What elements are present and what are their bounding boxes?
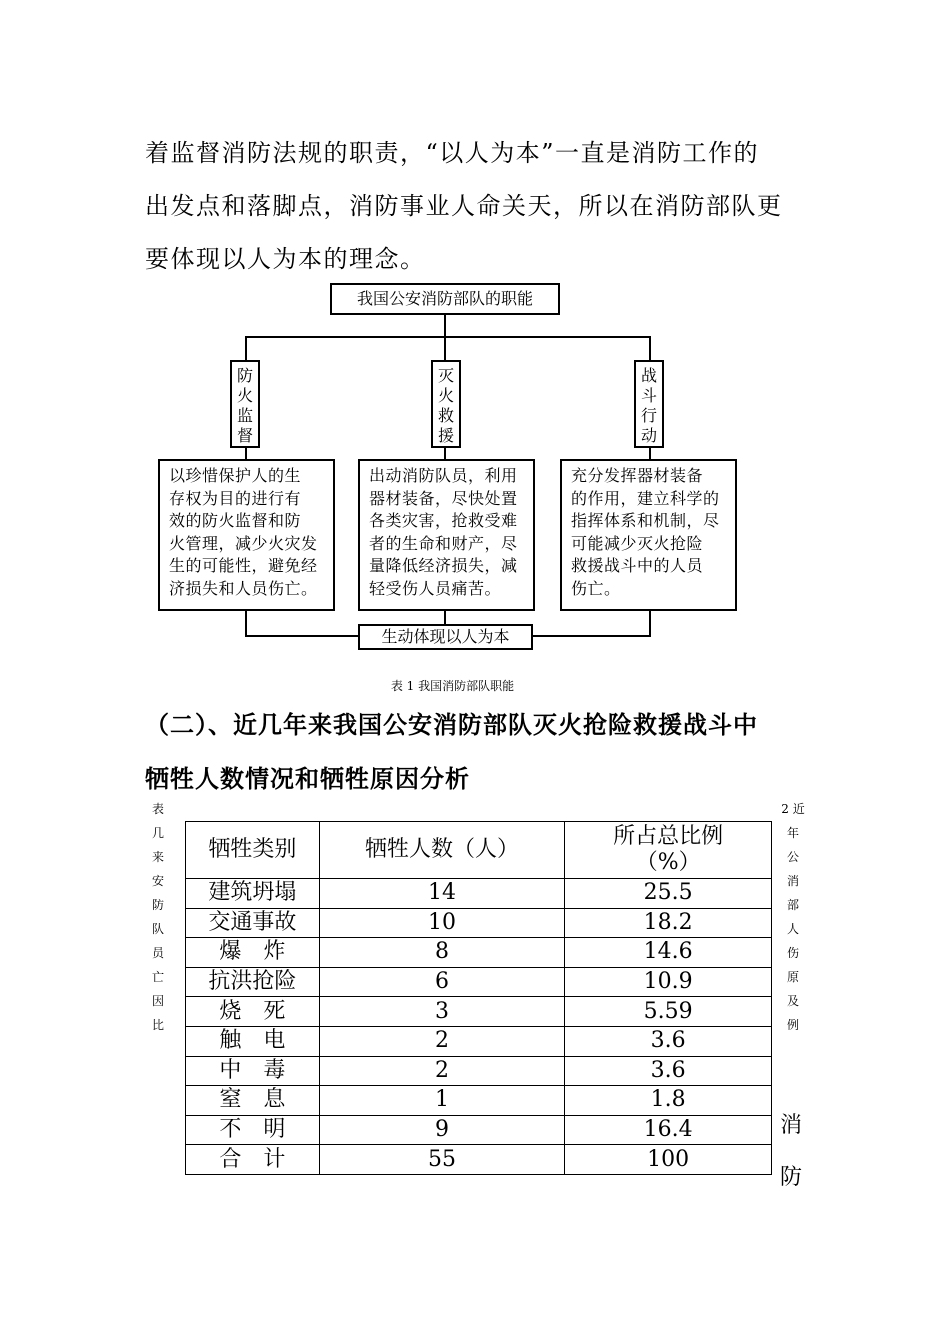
diagram-title-box: 我国公安消防部队的职能 (330, 283, 560, 315)
branch-char: 火 (236, 386, 253, 405)
connector-mid-to-desc (444, 448, 446, 459)
desc-line: 出动消防队员，利用 (369, 466, 518, 485)
table-row (186, 908, 772, 938)
table-row (186, 1056, 772, 1086)
caption-char: 部 (786, 898, 799, 912)
connector-right-to-desc (649, 448, 651, 459)
branch-char: 火 (437, 386, 454, 405)
desc-line: 轻受伤人员痛苦。 (369, 578, 502, 598)
connector-bottom-right (533, 635, 651, 637)
cell-category: 爆 炸 (186, 938, 320, 968)
caption-char: 消 (786, 874, 799, 888)
cell-percent: 25.5 (565, 879, 772, 909)
connector-mid-bottom (444, 611, 446, 624)
desc-line: 器材装备，尽快处置 (369, 488, 518, 508)
branch-char: 监 (236, 406, 253, 425)
table-header-row (186, 822, 772, 879)
diagram-caption: 表 1 我国消防部队职能 (390, 679, 515, 693)
connector-top-horizontal (245, 336, 651, 338)
desc-line: 伤亡。 (571, 578, 621, 598)
cell-percent: 100 (565, 1145, 772, 1175)
branch-char: 灭 (437, 366, 454, 385)
desc-line: 以珍惜保护人的生 (169, 466, 302, 485)
header-percent (565, 822, 772, 879)
casualty-table (185, 821, 772, 1175)
table-row (186, 1145, 772, 1175)
cell-count: 55 (319, 1145, 565, 1175)
desc-line: 充分发挥器材装备 (571, 466, 704, 485)
desc-line: 量降低经济损失，减 (369, 556, 518, 575)
caption-char: 比 (151, 1018, 164, 1032)
cell-count: 3 (319, 997, 565, 1027)
cell-percent: 16.4 (565, 1115, 772, 1145)
desc-line: 指挥体系和机制，尽 (571, 511, 720, 530)
caption-char: 来 (151, 850, 164, 864)
branch-char: 援 (437, 426, 454, 445)
cell-category: 交通事故 (186, 908, 320, 938)
caption-char: 表 (151, 802, 164, 816)
paragraph-line: 着监督消防法规的职责，“以人为本”一直是消防工作的 (145, 139, 760, 167)
table-row (186, 997, 772, 1027)
section-heading-line: 牺牲人数情况和牺牲原因分析 (145, 765, 470, 793)
caption-char: 防 (151, 898, 164, 912)
branch-fire-prevention (230, 360, 260, 448)
caption-char: 原 (786, 970, 799, 984)
cell-category: 烧 死 (186, 997, 320, 1027)
paragraph-line: 出发点和落脚点，消防事业人命关天，所以在消防部队更 (145, 192, 783, 220)
cell-count: 10 (319, 908, 565, 938)
branch-char: 督 (236, 426, 253, 445)
branch-fire-rescue (431, 360, 461, 448)
connector-right-down (649, 336, 651, 360)
desc-line: 可能减少灭火抢险 (571, 533, 704, 553)
table-row (186, 967, 772, 997)
cell-count: 1 (319, 1086, 565, 1116)
cell-percent: 3.6 (565, 1026, 772, 1056)
section-heading-line: （二）、近几年来我国公安消防部队灭火抢险救援战斗中 (145, 711, 758, 739)
cell-count: 6 (319, 967, 565, 997)
cell-category: 窒 息 (186, 1086, 320, 1116)
branch-char: 救 (437, 406, 454, 425)
desc-line: 济损失和人员伤亡。 (169, 578, 318, 598)
cell-percent: 14.6 (565, 938, 772, 968)
cell-category: 抗洪抢险 (186, 967, 320, 997)
connector-mid-down (444, 336, 446, 360)
caption-char: 年 (786, 826, 799, 840)
caption-char: 例 (786, 1018, 799, 1032)
cell-count: 8 (319, 938, 565, 968)
branch-char: 动 (640, 426, 657, 445)
side-text-char: 消 (780, 1113, 803, 1138)
table-row (186, 938, 772, 968)
desc-fire-rescue (358, 459, 535, 611)
cell-percent: 18.2 (565, 908, 772, 938)
header-count: 牺牲人数（人） (319, 822, 565, 879)
cell-count: 2 (319, 1026, 565, 1056)
cell-count: 14 (319, 879, 565, 909)
desc-line: 的作用，建立科学的 (571, 488, 720, 508)
table-caption-left (148, 797, 168, 1037)
desc-line: 存权为目的进行有 (169, 488, 302, 508)
desc-line: 火管理，减少火灾发 (169, 533, 318, 553)
connector-left-bottom (245, 611, 247, 637)
connector-left-down (245, 336, 247, 360)
cell-count: 2 (319, 1056, 565, 1086)
desc-line: 效的防火监督和防 (169, 511, 302, 530)
desc-line: 生的可能性，避免经 (169, 556, 318, 575)
table-row (186, 1086, 772, 1116)
caption-char: 公 (786, 850, 799, 864)
caption-char: 2 近 (781, 802, 805, 816)
desc-combat-action (560, 459, 737, 611)
cell-category: 建筑坍塌 (186, 879, 320, 909)
cell-percent: 1.8 (565, 1086, 772, 1116)
header-percent-unit: （%） (635, 850, 701, 875)
cell-category: 合 计 (186, 1145, 320, 1175)
connector-bottom-left (245, 635, 358, 637)
caption-char: 伤 (786, 946, 799, 960)
header-percent-line: 所占总比例 (613, 824, 724, 849)
branch-char: 行 (640, 406, 657, 425)
caption-char: 员 (151, 946, 164, 960)
table-row (186, 1026, 772, 1056)
caption-char: 因 (151, 994, 164, 1008)
cell-category: 中 毒 (186, 1056, 320, 1086)
desc-fire-prevention (158, 459, 335, 611)
branch-combat-action (634, 360, 664, 448)
paragraph-line: 要体现以人为本的理念。 (145, 245, 426, 273)
connector-title-down (444, 315, 446, 337)
connector-right-bottom (649, 611, 651, 637)
caption-char: 队 (151, 922, 164, 936)
table-row (186, 1115, 772, 1145)
cell-category: 不 明 (186, 1115, 320, 1145)
side-text-char: 防 (780, 1165, 803, 1190)
caption-char: 亡 (151, 970, 164, 984)
caption-char: 几 (151, 826, 164, 840)
caption-char: 人 (786, 922, 799, 936)
header-category: 牺牲类别 (186, 822, 320, 879)
desc-line: 各类灾害，抢救受难 (369, 511, 518, 530)
diagram-bottom-box: 生动体现以人为本 (358, 624, 533, 650)
desc-line: 者的生命和财产，尽 (369, 533, 518, 553)
caption-char: 安 (151, 874, 164, 888)
cell-percent: 3.6 (565, 1056, 772, 1086)
branch-char: 战 (640, 366, 657, 385)
desc-line: 救援战斗中的人员 (571, 556, 704, 575)
branch-char: 防 (236, 366, 253, 385)
cell-count: 9 (319, 1115, 565, 1145)
connector-left-to-desc (245, 448, 247, 459)
cell-percent: 5.59 (565, 997, 772, 1027)
table-row (186, 879, 772, 909)
body-paragraph (145, 127, 810, 286)
branch-char: 斗 (640, 386, 657, 405)
cell-category: 触 电 (186, 1026, 320, 1056)
table-caption-right (778, 797, 808, 1037)
cell-percent: 10.9 (565, 967, 772, 997)
caption-char: 及 (786, 994, 799, 1008)
